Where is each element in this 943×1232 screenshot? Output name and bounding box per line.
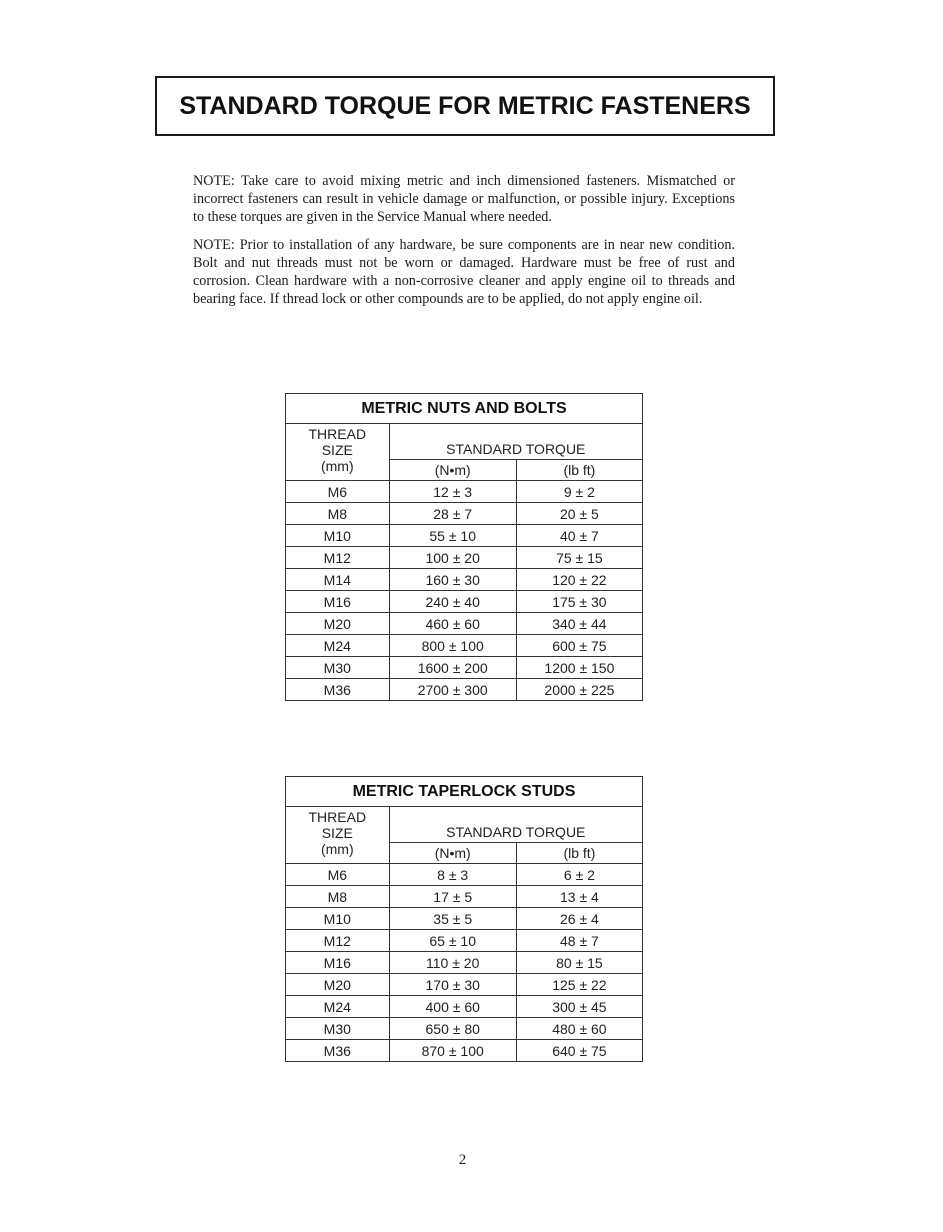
thread-size-header <box>286 807 390 864</box>
torque-lbft-cell: 1200 ± 150 <box>516 657 642 679</box>
thread-size-cell: M36 <box>286 679 390 701</box>
table-row <box>286 886 643 908</box>
table-row <box>286 613 643 635</box>
torque-nm-cell: 110 ± 20 <box>389 952 516 974</box>
torque-nm-cell: 460 ± 60 <box>389 613 516 635</box>
torque-lbft-cell: 26 ± 4 <box>516 908 642 930</box>
thread-size-cell: M6 <box>286 864 390 886</box>
nm-unit-header: (N•m) <box>389 460 516 481</box>
thread-header-line: THREAD <box>308 426 367 442</box>
table-row <box>286 952 643 974</box>
page-number: 2 <box>458 1152 467 1168</box>
torque-nm-cell: 55 ± 10 <box>389 525 516 547</box>
note-mixing-fasteners: NOTE: Take care to avoid mixing metric and inch dimensioned fasteners. Mismatched or incorrect fasteners can result in vehicle damage or malfunction, or possible injury. Exceptions to these torques are given in the Service Manual where needed. <box>193 173 735 225</box>
torque-nm-cell: 65 ± 10 <box>389 930 516 952</box>
thread-size-cell: M16 <box>286 952 390 974</box>
table-row <box>286 525 643 547</box>
table-row <box>286 547 643 569</box>
thread-header-line: (mm) <box>320 841 354 857</box>
table-row <box>286 1018 643 1040</box>
torque-lbft-cell: 75 ± 15 <box>516 547 642 569</box>
standard-torque-header: STANDARD TORQUE <box>389 424 642 460</box>
torque-lbft-cell: 120 ± 22 <box>516 569 642 591</box>
table-row <box>286 864 643 886</box>
thread-size-cell: M20 <box>286 974 390 996</box>
thread-size-cell: M24 <box>286 996 390 1018</box>
torque-lbft-cell: 480 ± 60 <box>516 1018 642 1040</box>
torque-nm-cell: 28 ± 7 <box>389 503 516 525</box>
table-title: METRIC TAPERLOCK STUDS <box>286 777 643 807</box>
torque-lbft-cell: 600 ± 75 <box>516 635 642 657</box>
table-row <box>286 1040 643 1062</box>
table-title: METRIC NUTS AND BOLTS <box>286 394 643 424</box>
torque-lbft-cell: 340 ± 44 <box>516 613 642 635</box>
thread-size-cell: M36 <box>286 1040 390 1062</box>
thread-header-line: SIZE <box>321 442 353 458</box>
torque-nm-cell: 650 ± 80 <box>389 1018 516 1040</box>
table-row <box>286 930 643 952</box>
lbft-unit-header: (lb ft) <box>516 460 642 481</box>
table-row <box>286 657 643 679</box>
torque-lbft-cell: 175 ± 30 <box>516 591 642 613</box>
torque-lbft-cell: 9 ± 2 <box>516 481 642 503</box>
thread-size-cell: M12 <box>286 930 390 952</box>
torque-nm-cell: 100 ± 20 <box>389 547 516 569</box>
torque-lbft-cell: 80 ± 15 <box>516 952 642 974</box>
table-row <box>286 635 643 657</box>
torque-lbft-cell: 2000 ± 225 <box>516 679 642 701</box>
torque-lbft-cell: 13 ± 4 <box>516 886 642 908</box>
torque-nm-cell: 2700 ± 300 <box>389 679 516 701</box>
torque-lbft-cell: 300 ± 45 <box>516 996 642 1018</box>
page-title-box <box>155 76 775 136</box>
torque-lbft-cell: 640 ± 75 <box>516 1040 642 1062</box>
thread-size-cell: M20 <box>286 613 390 635</box>
page-title: STANDARD TORQUE FOR METRIC FASTENERS <box>179 91 751 120</box>
table-row <box>286 974 643 996</box>
thread-size-header <box>286 424 390 481</box>
torque-nm-cell: 240 ± 40 <box>389 591 516 613</box>
torque-nm-cell: 870 ± 100 <box>389 1040 516 1062</box>
torque-nm-cell: 170 ± 30 <box>389 974 516 996</box>
thread-header-line: (mm) <box>320 458 354 474</box>
torque-nm-cell: 17 ± 5 <box>389 886 516 908</box>
lbft-unit-header: (lb ft) <box>516 843 642 864</box>
thread-size-cell: M24 <box>286 635 390 657</box>
thread-size-cell: M8 <box>286 886 390 908</box>
torque-lbft-cell: 125 ± 22 <box>516 974 642 996</box>
table-row <box>286 996 643 1018</box>
table-row <box>286 591 643 613</box>
table-row <box>286 481 643 503</box>
thread-size-cell: M30 <box>286 657 390 679</box>
thread-size-cell: M8 <box>286 503 390 525</box>
metric-taperlock-studs-table <box>285 776 643 1062</box>
table-row <box>286 908 643 930</box>
thread-size-cell: M10 <box>286 525 390 547</box>
torque-nm-cell: 8 ± 3 <box>389 864 516 886</box>
torque-nm-cell: 12 ± 3 <box>389 481 516 503</box>
standard-torque-header: STANDARD TORQUE <box>389 807 642 843</box>
torque-nm-cell: 160 ± 30 <box>389 569 516 591</box>
thread-size-cell: M12 <box>286 547 390 569</box>
thread-header-line: THREAD <box>308 809 367 825</box>
nm-unit-header: (N•m) <box>389 843 516 864</box>
thread-size-cell: M30 <box>286 1018 390 1040</box>
note-hardware-condition: NOTE: Prior to installation of any hardware, be sure components are in near new condition. Bolt and nut threads must not be worn or damaged. Hardware must be free of rust and corrosion. Clean hardware with a non-corrosive cleaner and apply engine oil to threads and bearing face. If thread lock or other compounds are to be applied, do not apply engine oil. <box>193 237 735 307</box>
torque-lbft-cell: 20 ± 5 <box>516 503 642 525</box>
table-row <box>286 503 643 525</box>
thread-header-line: SIZE <box>321 825 353 841</box>
torque-nm-cell: 800 ± 100 <box>389 635 516 657</box>
torque-nm-cell: 400 ± 60 <box>389 996 516 1018</box>
metric-nuts-bolts-table <box>285 393 643 701</box>
table-row <box>286 569 643 591</box>
table-row <box>286 679 643 701</box>
torque-nm-cell: 35 ± 5 <box>389 908 516 930</box>
torque-lbft-cell: 48 ± 7 <box>516 930 642 952</box>
thread-size-cell: M6 <box>286 481 390 503</box>
thread-size-cell: M14 <box>286 569 390 591</box>
notes-section <box>193 172 735 318</box>
thread-size-cell: M16 <box>286 591 390 613</box>
thread-size-cell: M10 <box>286 908 390 930</box>
torque-lbft-cell: 6 ± 2 <box>516 864 642 886</box>
torque-nm-cell: 1600 ± 200 <box>389 657 516 679</box>
torque-lbft-cell: 40 ± 7 <box>516 525 642 547</box>
